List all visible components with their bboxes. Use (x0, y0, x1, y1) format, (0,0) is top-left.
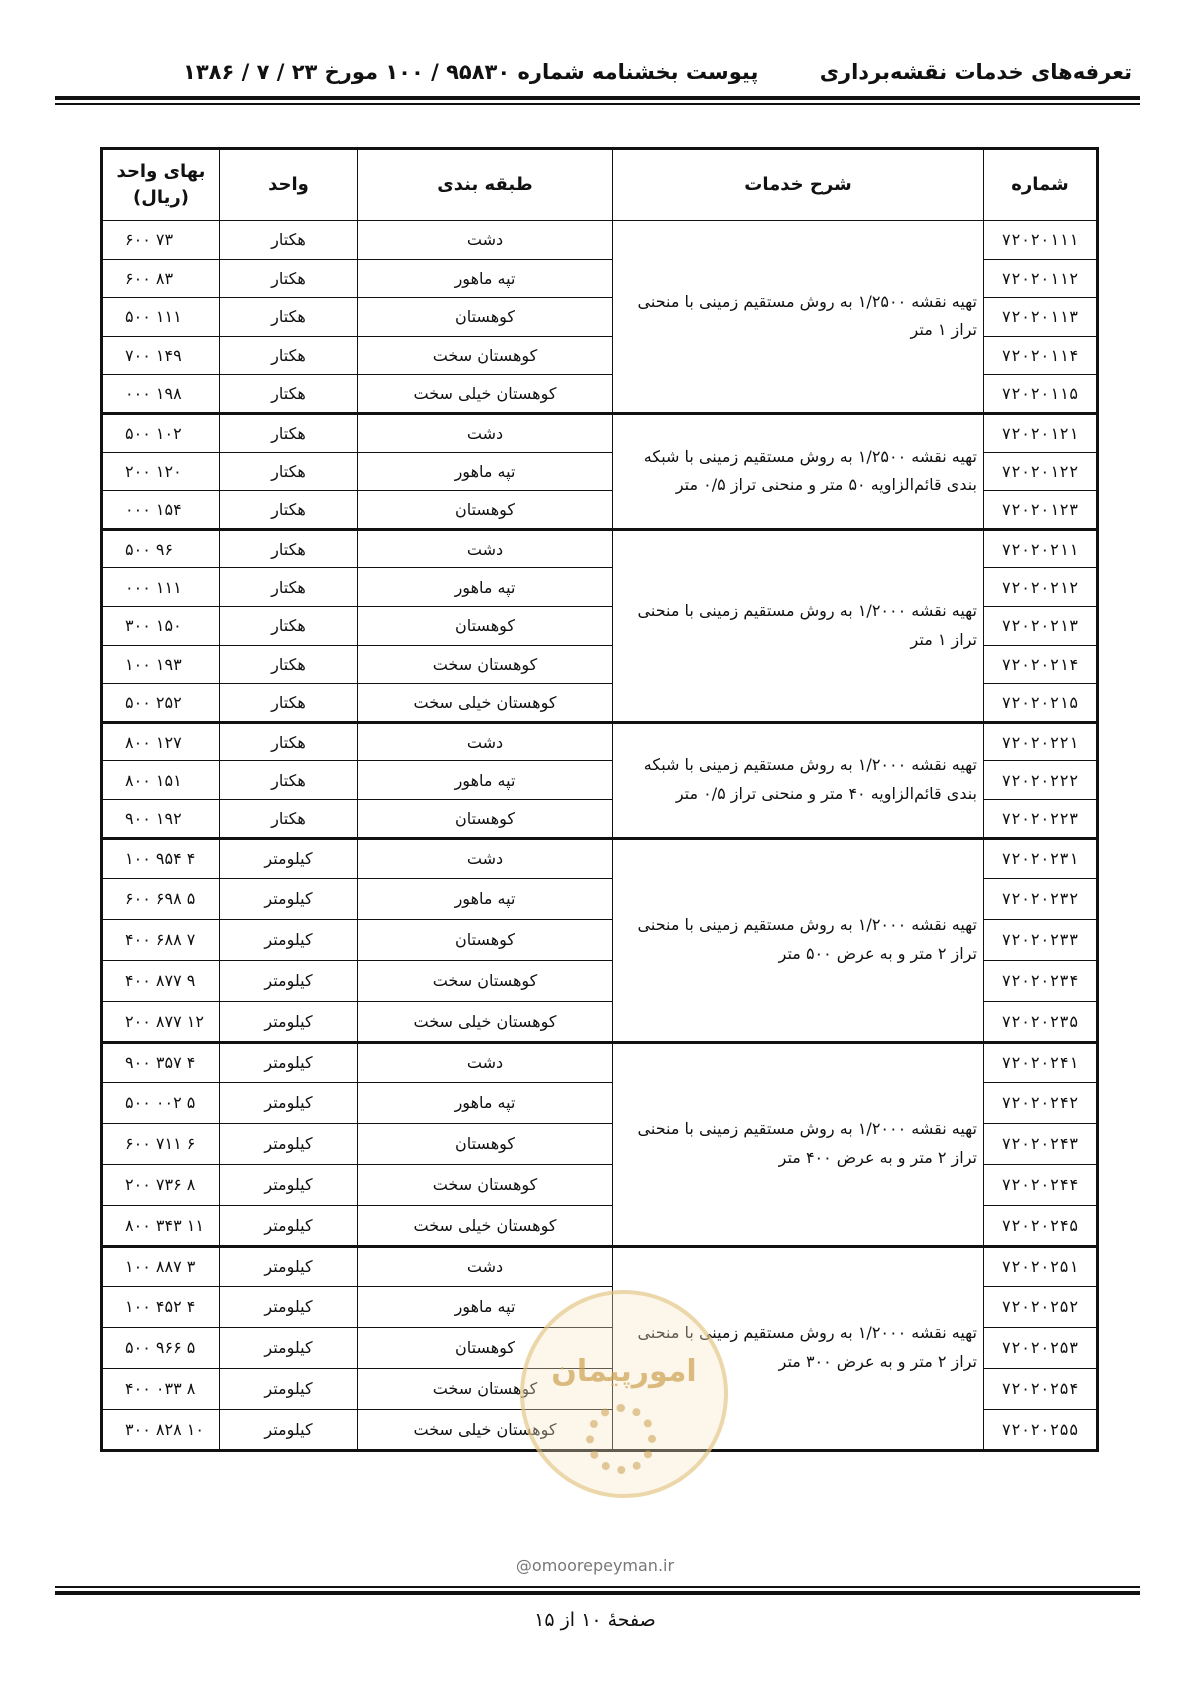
unit-cell: کیلومتر (220, 1164, 358, 1205)
terrain-classification: کوهستان سخت (358, 1368, 613, 1409)
unit-price: ۵ ۹۶۶ ۵۰۰ (102, 1327, 220, 1368)
unit-cell: هکتار (220, 298, 358, 337)
service-code: ۷۲۰۲۰۲۴۱ (984, 1042, 1098, 1082)
service-code: ۷۲۰۲۰۲۳۴ (984, 960, 1098, 1001)
terrain-classification: کوهستان (358, 799, 613, 838)
terrain-classification: کوهستان خیلی سخت (358, 375, 613, 414)
terrain-classification: کوهستان سخت (358, 645, 613, 684)
header-classification: طبقه بندی (358, 149, 613, 221)
unit-price: ۱۵۱ ۸۰۰ (102, 761, 220, 800)
terrain-classification: دشت (358, 838, 613, 878)
unit-price: ۱۰ ۸۲۸ ۳۰۰ (102, 1409, 220, 1450)
unit-cell: هکتار (220, 645, 358, 684)
service-code: ۷۲۰۲۰۱۱۲ (984, 259, 1098, 298)
unit-price: ۱۵۴ ۰۰۰ (102, 491, 220, 530)
service-code: ۷۲۰۲۰۱۱۴ (984, 336, 1098, 375)
service-code: ۷۲۰۲۰۲۲۱ (984, 722, 1098, 761)
service-code: ۷۲۰۲۰۲۲۳ (984, 799, 1098, 838)
unit-cell: هکتار (220, 568, 358, 607)
header-unit-price-currency: (ریال) (133, 187, 189, 208)
terrain-classification: کوهستان (358, 919, 613, 960)
unit-price: ۱۹۲ ۹۰۰ (102, 799, 220, 838)
table-row (102, 1042, 1098, 1082)
terrain-classification: تپه ماهور (358, 568, 613, 607)
terrain-classification: کوهستان خیلی سخت (358, 1001, 613, 1042)
service-code: ۷۲۰۲۰۲۳۳ (984, 919, 1098, 960)
unit-price: ۱۰۲ ۵۰۰ (102, 413, 220, 452)
service-code: ۷۲۰۲۰۲۱۳ (984, 606, 1098, 645)
service-code: ۷۲۰۲۰۲۴۳ (984, 1123, 1098, 1164)
service-code: ۷۲۰۲۰۲۱۲ (984, 568, 1098, 607)
unit-price: ۹ ۸۷۷ ۴۰۰ (102, 960, 220, 1001)
service-code: ۷۲۰۲۰۱۱۳ (984, 298, 1098, 337)
unit-price: ۱۱۱ ۵۰۰ (102, 298, 220, 337)
tariff-table (100, 147, 1099, 1452)
footer-rule-thick (55, 1591, 1140, 1595)
unit-price: ۴ ۳۵۷ ۹۰۰ (102, 1042, 220, 1082)
unit-cell: هکتار (220, 452, 358, 491)
service-code: ۷۲۰۲۰۲۵۳ (984, 1327, 1098, 1368)
service-code: ۷۲۰۲۰۲۵۱ (984, 1246, 1098, 1286)
terrain-classification: دشت (358, 722, 613, 761)
unit-price: ۴ ۴۵۲ ۱۰۰ (102, 1286, 220, 1327)
service-code: ۷۲۰۲۰۲۴۲ (984, 1082, 1098, 1123)
unit-price: ۳ ۸۸۷ ۱۰۰ (102, 1246, 220, 1286)
unit-cell: کیلومتر (220, 878, 358, 919)
terrain-classification: کوهستان (358, 606, 613, 645)
unit-price: ۱۹۳ ۱۰۰ (102, 645, 220, 684)
service-code: ۷۲۰۲۰۲۵۲ (984, 1286, 1098, 1327)
unit-price: ۱۱ ۳۴۳ ۸۰۰ (102, 1205, 220, 1246)
terrain-classification: تپه ماهور (358, 1082, 613, 1123)
unit-price: ۴ ۹۵۴ ۱۰۰ (102, 838, 220, 878)
terrain-classification: کوهستان سخت (358, 960, 613, 1001)
service-description: تهیه نقشه ۱/۲۵۰۰ به روش مستقیم زمینی با شبکه بندی قائم‌الزاویه ۵۰ متر و منحنی تراز ۰/۵ متر (613, 413, 984, 529)
unit-price: ۱۲۷ ۸۰۰ (102, 722, 220, 761)
unit-price: ۱۲ ۸۷۷ ۲۰۰ (102, 1001, 220, 1042)
table-row (102, 221, 1098, 260)
unit-cell: هکتار (220, 799, 358, 838)
unit-cell: هکتار (220, 606, 358, 645)
unit-cell: هکتار (220, 259, 358, 298)
service-description: تهیه نقشه ۱/۲۰۰۰ به روش مستقیم زمینی با منحنی تراز ۱ متر (613, 529, 984, 722)
document-title: تعرفه‌های خدمات نقشه‌برداری (819, 60, 1132, 84)
unit-price: ۲۵۲ ۵۰۰ (102, 684, 220, 723)
unit-cell: هکتار (220, 221, 358, 260)
unit-cell: هکتار (220, 375, 358, 414)
terrain-classification: کوهستان (358, 491, 613, 530)
header-code: شماره (984, 149, 1098, 221)
service-description: تهیه نقشه ۱/۲۰۰۰ به روش مستقیم زمینی با شبکه بندی قائم‌الزاویه ۴۰ متر و منحنی تراز ۰/۵ متر (613, 722, 984, 838)
unit-cell: کیلومتر (220, 919, 358, 960)
unit-price: ۷ ۶۸۸ ۴۰۰ (102, 919, 220, 960)
unit-cell: کیلومتر (220, 838, 358, 878)
terrain-classification: دشت (358, 1042, 613, 1082)
unit-cell: کیلومتر (220, 1082, 358, 1123)
unit-price: ۸۳ ۶۰۰ (102, 259, 220, 298)
unit-cell: هکتار (220, 336, 358, 375)
unit-cell: کیلومتر (220, 1368, 358, 1409)
unit-price: ۱۲۰ ۲۰۰ (102, 452, 220, 491)
service-code: ۷۲۰۲۰۱۲۱ (984, 413, 1098, 452)
unit-price: ۵ ۶۹۸ ۶۰۰ (102, 878, 220, 919)
unit-cell: کیلومتر (220, 1042, 358, 1082)
terrain-classification: کوهستان (358, 1327, 613, 1368)
service-description: تهیه نقشه ۱/۲۵۰۰ به روش مستقیم زمینی با منحنی تراز ۱ متر (613, 221, 984, 414)
service-code: ۷۲۰۲۰۲۲۲ (984, 761, 1098, 800)
terrain-classification: کوهستان خیلی سخت (358, 684, 613, 723)
service-description: تهیه نقشه ۱/۲۰۰۰ به روش مستقیم زمینی با منحنی تراز ۲ متر و به عرض ۴۰۰ متر (613, 1042, 984, 1246)
watermark-site: @omoorepeyman.ir (515, 1556, 675, 1575)
service-code: ۷۲۰۲۰۱۲۲ (984, 452, 1098, 491)
service-description: تهیه نقشه ۱/۲۰۰۰ به روش مستقیم زمینی با منحنی تراز ۲ متر و به عرض ۳۰۰ متر (613, 1246, 984, 1450)
table-row (102, 722, 1098, 761)
service-code: ۷۲۰۲۰۲۴۵ (984, 1205, 1098, 1246)
unit-cell: کیلومتر (220, 1123, 358, 1164)
terrain-classification: تپه ماهور (358, 761, 613, 800)
tariff-body (102, 221, 1098, 1451)
unit-cell: هکتار (220, 413, 358, 452)
terrain-classification: دشت (358, 1246, 613, 1286)
unit-price: ۵ ۰۰۲ ۵۰۰ (102, 1082, 220, 1123)
table-row (102, 413, 1098, 452)
unit-cell: کیلومتر (220, 1409, 358, 1450)
unit-price: ۱۹۸ ۰۰۰ (102, 375, 220, 414)
unit-price: ۸ ۷۳۶ ۲۰۰ (102, 1164, 220, 1205)
unit-price: ۹۶ ۵۰۰ (102, 529, 220, 568)
unit-cell: هکتار (220, 491, 358, 530)
service-code: ۷۲۰۲۰۲۳۲ (984, 878, 1098, 919)
unit-cell: هکتار (220, 761, 358, 800)
terrain-classification: تپه ماهور (358, 878, 613, 919)
service-code: ۷۲۰۲۰۱۲۳ (984, 491, 1098, 530)
unit-price: ۱۵۰ ۳۰۰ (102, 606, 220, 645)
service-code: ۷۲۰۲۰۲۳۵ (984, 1001, 1098, 1042)
header-unit-price (102, 149, 220, 221)
table-row (102, 838, 1098, 878)
header-rule-thin (55, 103, 1140, 105)
terrain-classification: تپه ماهور (358, 452, 613, 491)
unit-price: ۶ ۷۱۱ ۶۰۰ (102, 1123, 220, 1164)
header-rule-thick (55, 96, 1140, 100)
service-description: تهیه نقشه ۱/۲۰۰۰ به روش مستقیم زمینی با منحنی تراز ۲ متر و به عرض ۵۰۰ متر (613, 838, 984, 1042)
service-code: ۷۲۰۲۰۲۴۴ (984, 1164, 1098, 1205)
terrain-classification: کوهستان خیلی سخت (358, 1205, 613, 1246)
terrain-classification: کوهستان سخت (358, 336, 613, 375)
terrain-classification: کوهستان (358, 298, 613, 337)
service-code: ۷۲۰۲۰۲۱۵ (984, 684, 1098, 723)
header-unit: واحد (220, 149, 358, 221)
terrain-classification: دشت (358, 221, 613, 260)
terrain-classification: کوهستان خیلی سخت (358, 1409, 613, 1450)
unit-price: ۱۴۹ ۷۰۰ (102, 336, 220, 375)
watermark-text: امورپیمان (551, 1354, 697, 1389)
terrain-classification: دشت (358, 413, 613, 452)
table-row (102, 1246, 1098, 1286)
table-header-row (102, 149, 1098, 221)
unit-cell: کیلومتر (220, 1327, 358, 1368)
unit-price: ۱۱۱ ۰۰۰ (102, 568, 220, 607)
service-code: ۷۲۰۲۰۲۱۱ (984, 529, 1098, 568)
terrain-classification: کوهستان (358, 1123, 613, 1164)
header-description: شرح خدمات (613, 149, 984, 221)
circular-reference: پیوست بخشنامه شماره ۹۵۸۳۰ / ۱۰۰ مورخ ۲۳ / ۷ / ۱۳۸۶ (183, 60, 759, 84)
unit-price: ۷۳ ۶۰۰ (102, 221, 220, 260)
unit-price: ۸ ۰۳۳ ۴۰۰ (102, 1368, 220, 1409)
terrain-classification: تپه ماهور (358, 1286, 613, 1327)
terrain-classification: تپه ماهور (358, 259, 613, 298)
terrain-classification: کوهستان سخت (358, 1164, 613, 1205)
table-row (102, 529, 1098, 568)
header-unit-price-label: بهای واحد (116, 160, 206, 182)
service-code: ۷۲۰۲۰۲۵۵ (984, 1409, 1098, 1450)
unit-cell: کیلومتر (220, 1286, 358, 1327)
service-code: ۷۲۰۲۰۱۱۵ (984, 375, 1098, 414)
service-code: ۷۲۰۲۰۲۱۴ (984, 645, 1098, 684)
terrain-classification: دشت (358, 529, 613, 568)
page-number: صفحهٔ ۱۰ از ۱۵ (534, 1609, 656, 1631)
unit-cell: کیلومتر (220, 1246, 358, 1286)
unit-cell: کیلومتر (220, 1205, 358, 1246)
unit-cell: هکتار (220, 684, 358, 723)
unit-cell: هکتار (220, 529, 358, 568)
unit-cell: هکتار (220, 722, 358, 761)
service-code: ۷۲۰۲۰۲۳۱ (984, 838, 1098, 878)
service-code: ۷۲۰۲۰۱۱۱ (984, 221, 1098, 260)
service-code: ۷۲۰۲۰۲۵۴ (984, 1368, 1098, 1409)
unit-cell: کیلومتر (220, 1001, 358, 1042)
unit-cell: کیلومتر (220, 960, 358, 1001)
footer-rule-thin (55, 1586, 1140, 1588)
